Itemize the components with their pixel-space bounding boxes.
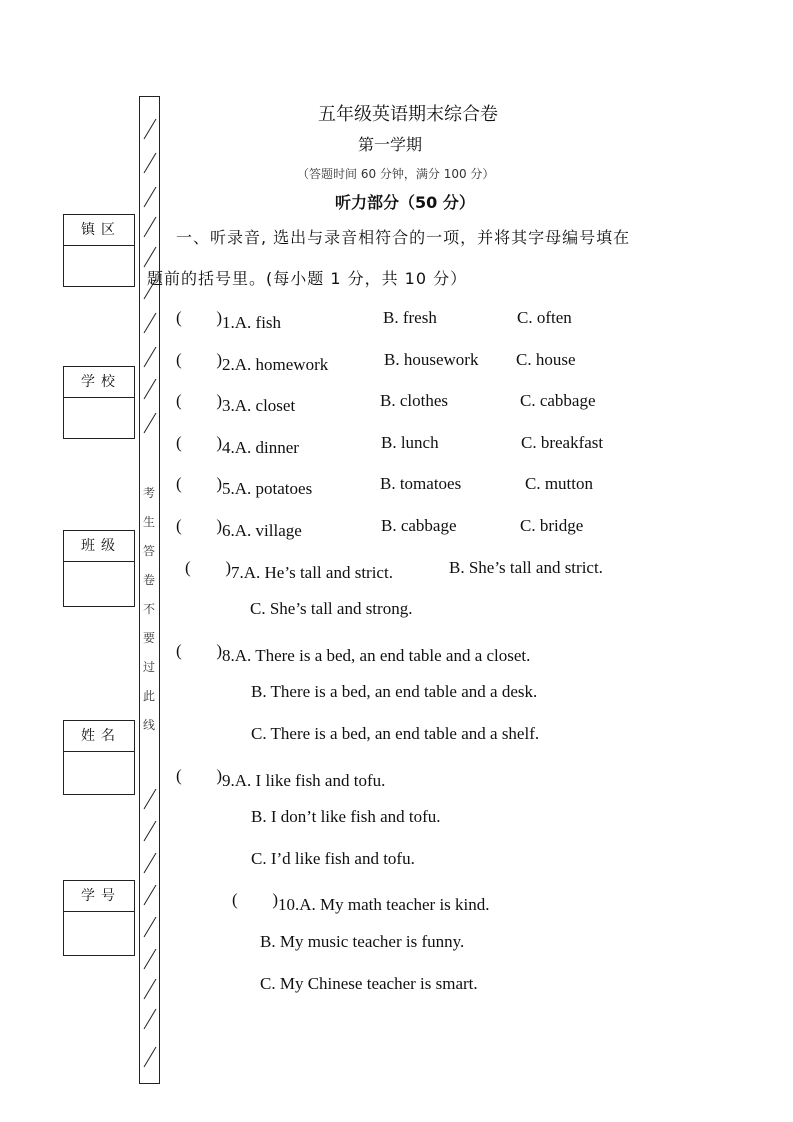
binding-slash — [143, 152, 157, 174]
margin-note-char: 此 — [142, 689, 155, 703]
class-box — [63, 530, 135, 607]
binding-slash — [143, 1046, 157, 1068]
term-label: 第一学期 — [358, 135, 423, 154]
option-a: A. I like fish and tofu. — [234, 771, 386, 790]
option-c: C. mutton — [525, 474, 594, 493]
binding-slash — [143, 978, 157, 1000]
info-label: 学 校 — [64, 367, 134, 398]
instruction-line-1: 一、听录音, 选出与录音相符合的一项，并将其字母编号填在 — [176, 228, 631, 247]
option-c: C. house — [516, 350, 576, 369]
info-label: 姓 名 — [64, 721, 134, 752]
binding-slash — [143, 1008, 157, 1030]
info-label: 镇 区 — [64, 215, 134, 246]
option-b: B. cabbage — [381, 516, 457, 535]
student-number-box — [63, 880, 135, 956]
option-a: A. village — [234, 521, 302, 540]
binding-slash — [143, 216, 157, 238]
option-c: C. There is a bed, an end table and a shelf. — [251, 724, 540, 743]
margin-note-char: 要 — [142, 631, 155, 645]
option-c: C. My Chinese teacher is smart. — [260, 974, 478, 993]
binding-slash — [143, 246, 157, 268]
question-3: ( ) 3.A. closet — [176, 391, 296, 415]
binding-slash — [143, 884, 157, 906]
instruction-line-2: 题前的括号里。(每小题 1 分，共 10 分） — [147, 269, 468, 288]
time-score-note: （答题时间 60 分钟，满分 100 分） — [297, 167, 495, 181]
question-2: ( ) 2.A. homework — [176, 350, 329, 374]
margin-note-char: 不 — [142, 602, 155, 616]
option-b: B. tomatoes — [380, 474, 462, 493]
margin-note-char: 卷 — [142, 573, 155, 587]
binding-slash — [143, 378, 157, 400]
class-field[interactable] — [64, 562, 134, 606]
option-c: C. I’d like fish and tofu. — [251, 849, 415, 868]
option-b: B. I don’t like fish and tofu. — [251, 807, 441, 826]
student-number-field[interactable] — [64, 912, 134, 955]
option-c: C. breakfast — [521, 433, 604, 452]
option-c: C. cabbage — [520, 391, 596, 410]
option-a: A. He’s tall and strict. — [243, 563, 393, 582]
town-district-field[interactable] — [64, 246, 134, 286]
question-5: ( ) 5.A. potatoes — [176, 474, 313, 498]
option-b: B. There is a bed, an end table and a desk. — [251, 682, 538, 701]
question-8: ( ) 8.A. There is a bed, an end table and a closet. — [176, 641, 531, 665]
question-7: ( ) 7.A. He’s tall and strict. — [185, 558, 393, 582]
school-field[interactable] — [64, 398, 134, 438]
section-heading: 听力部分（50 分） — [335, 193, 475, 212]
question-4: ( ) 4.A. dinner — [176, 433, 299, 457]
margin-note-char: 生 — [142, 515, 155, 529]
question-10: ( ) 10.A. My math teacher is kind. — [232, 890, 490, 914]
answer-blank[interactable]: ( ) — [176, 391, 222, 410]
town-district-box — [63, 214, 135, 287]
option-b: B. lunch — [381, 433, 439, 452]
margin-note-char: 考 — [142, 486, 155, 500]
option-a: A. potatoes — [234, 479, 313, 498]
binding-slash — [143, 312, 157, 334]
margin-note-char: 过 — [142, 660, 155, 674]
question-6: ( ) 6.A. village — [176, 516, 302, 540]
answer-blank[interactable]: ( ) — [176, 516, 222, 535]
option-a: A. dinner — [234, 438, 299, 457]
answer-blank[interactable]: ( ) — [176, 474, 222, 493]
option-b: B. clothes — [380, 391, 448, 410]
option-a: A. closet — [234, 396, 296, 415]
binding-slash — [143, 852, 157, 874]
answer-blank[interactable]: ( ) — [176, 433, 222, 452]
binding-slash — [143, 346, 157, 368]
name-box — [63, 720, 135, 795]
margin-note-char: 线 — [142, 718, 155, 732]
binding-slash — [143, 820, 157, 842]
answer-blank[interactable]: ( ) — [185, 558, 231, 577]
binding-slash — [143, 186, 157, 208]
question-1: ( ) 1.A. fish — [176, 308, 282, 332]
name-field[interactable] — [64, 752, 134, 794]
page-title: 五年级英语期末综合卷 — [318, 104, 498, 125]
binding-slash — [143, 412, 157, 434]
question-9: ( ) 9.A. I like fish and tofu. — [176, 766, 386, 790]
option-a: A. fish — [234, 313, 282, 332]
binding-slash — [143, 916, 157, 938]
option-c: C. often — [517, 308, 572, 327]
margin-note-char: 答 — [142, 544, 155, 558]
answer-blank[interactable]: ( ) — [176, 641, 222, 660]
school-box — [63, 366, 135, 439]
option-c: C. bridge — [520, 516, 584, 535]
answer-blank[interactable]: ( ) — [176, 308, 222, 327]
option-a: A. My math teacher is kind. — [299, 895, 490, 914]
option-a: A. There is a bed, an end table and a closet. — [234, 646, 531, 665]
binding-slash — [143, 118, 157, 140]
binding-slash — [143, 788, 157, 810]
binding-slash — [143, 948, 157, 970]
option-c: C. She’s tall and strong. — [250, 599, 413, 618]
info-label: 学 号 — [64, 881, 134, 912]
answer-blank[interactable]: ( ) — [176, 350, 222, 369]
option-b: B. My music teacher is funny. — [260, 932, 465, 951]
option-b: B. She’s tall and strict. — [449, 558, 603, 577]
answer-blank[interactable]: ( ) — [176, 766, 222, 785]
info-label: 班 级 — [64, 531, 134, 562]
answer-blank[interactable]: ( ) — [232, 890, 278, 909]
option-a: A. homework — [234, 355, 329, 374]
option-b: B. housework — [384, 350, 479, 369]
option-b: B. fresh — [383, 308, 437, 327]
